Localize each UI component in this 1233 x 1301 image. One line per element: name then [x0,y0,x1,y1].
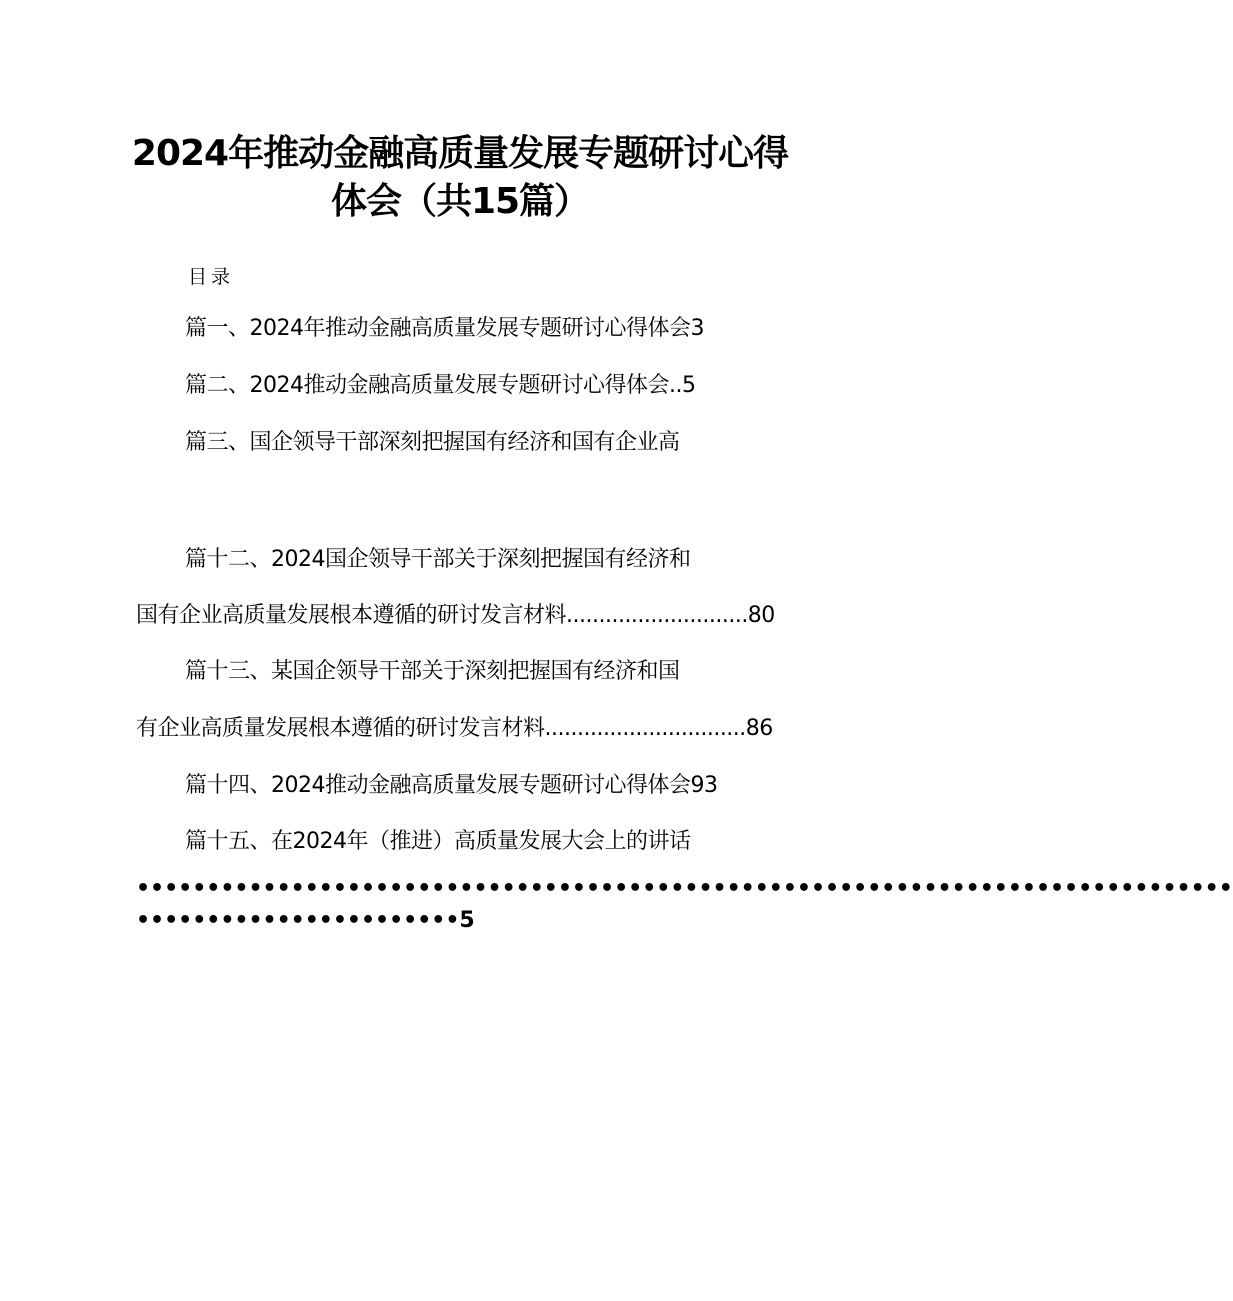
toc-entry-15-leader-dots: •••••••••••••••••••••••••••••••••••••••••••••••••••••••••••••••••••••••••••••• [136,876,1233,901]
toc-entry-15[interactable]: 篇十五、在2024年（推进）高质量发展大会上的讲话 [185,829,691,854]
document-title-line-2: 体会（共15篇） [330,181,590,222]
toc-entry-12-line-2[interactable]: 国有企业高质量发展根本遵循的研讨发言材料............................80 [136,603,775,628]
toc-entry-13-line-1[interactable]: 篇十三、某国企领导干部关于深刻把握国有经济和国 [185,659,680,684]
toc-entry-13-line-2[interactable]: 有企业高质量发展根本遵循的研讨发言材料...............................86 [136,716,773,741]
toc-entry-1[interactable]: 篇一、2024年推动金融高质量发展专题研讨心得体会3 [185,316,704,341]
toc-entry-14[interactable]: 篇十四、2024推动金融高质量发展专题研讨心得体会93 [185,773,718,798]
toc-entry-12-line-1[interactable]: 篇十二、2024国企领导干部关于深刻把握国有经济和 [185,547,691,572]
toc-heading: 目录 [188,266,235,288]
toc-entry-3[interactable]: 篇三、国企领导干部深刻把握国有经济和国有企业高 [185,430,680,455]
toc-entry-15-leader-dots-page: •••••••••••••••••••••••5 [136,908,475,933]
document-title-line-1: 2024年推动金融高质量发展专题研讨心得 [131,133,789,174]
toc-entry-2[interactable]: 篇二、2024推动金融高质量发展专题研讨心得体会..5 [185,373,696,398]
